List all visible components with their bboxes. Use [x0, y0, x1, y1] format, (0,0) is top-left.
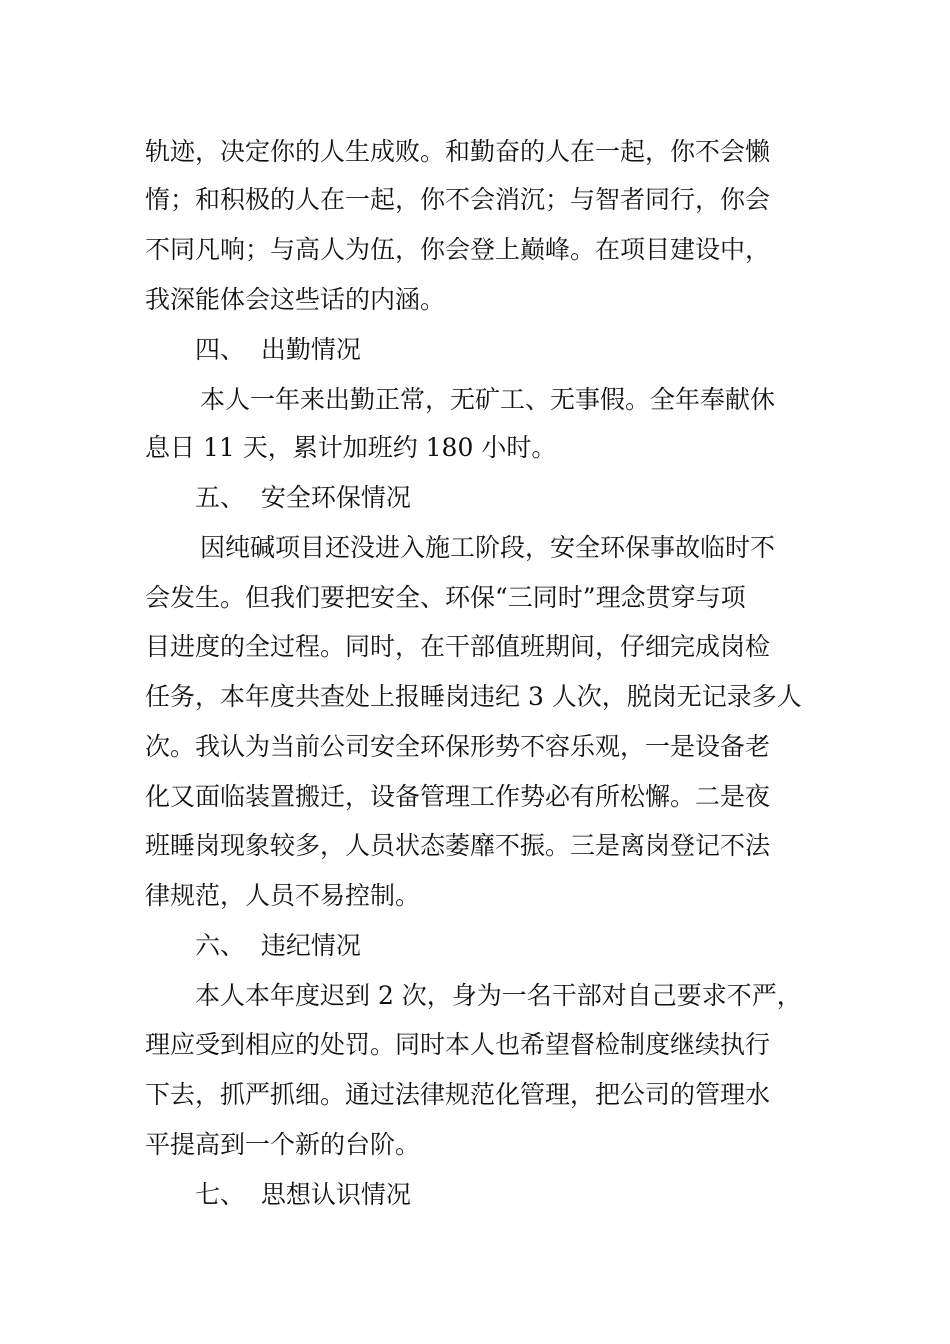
body-text-line: 因纯碱项目还没进入施工阶段，安全环保事故临时不 — [200, 533, 776, 562]
section-heading-ideology: 七、 思想认识情况 — [195, 1180, 411, 1209]
body-text-line: 本人本年度迟到 2 次，身为一名干部对自己要求不严， — [195, 981, 802, 1010]
body-text-line: 下去，抓严抓细。通过法律规范化管理，把公司的管理水 — [145, 1080, 771, 1109]
body-text-line: 任务，本年度共查处上报睡岗违纪 3 人次，脱岗无记录多人 — [145, 682, 802, 711]
body-text-line: 会发生。但我们要把安全、环保“三同时”理念贯穿与项 — [145, 583, 746, 612]
body-text-line: 不同凡响；与高人为伍，你会登上巅峰。在项目建设中， — [145, 235, 771, 264]
body-text-line: 轨迹，决定你的人生成败。和勤奋的人在一起，你不会懒 — [145, 137, 771, 166]
section-heading-discipline: 六、 违纪情况 — [195, 931, 361, 960]
body-text-line: 本人一年来出勤正常，无矿工、无事假。全年奉献休 — [200, 385, 776, 414]
body-text-line: 化又面临装置搬迁，设备管理工作势必有所松懈。二是夜 — [145, 782, 771, 811]
body-text-line: 息日 11 天，累计加班约 180 小时。 — [145, 433, 557, 462]
body-text-line: 理应受到相应的处罚。同时本人也希望督检制度继续执行 — [145, 1030, 771, 1059]
body-text-line: 律规范，人员不易控制。 — [145, 881, 421, 910]
body-text-line: 我深能体会这些话的内涵。 — [145, 285, 446, 314]
section-heading-safety: 五、 安全环保情况 — [195, 483, 411, 512]
body-text-line: 目进度的全过程。同时，在干部值班期间，仔细完成岗检 — [145, 632, 771, 661]
body-text-line: 次。我认为当前公司安全环保形势不容乐观，一是设备老 — [145, 732, 771, 761]
body-text-line: 班睡岗现象较多，人员状态萎靡不振。三是离岗登记不法 — [145, 831, 771, 860]
section-heading-attendance: 四、 出勤情况 — [195, 335, 361, 364]
body-text-line: 平提高到一个新的台阶。 — [145, 1130, 421, 1159]
body-text-line: 惰；和积极的人在一起，你不会消沉；与智者同行，你会 — [145, 185, 771, 214]
